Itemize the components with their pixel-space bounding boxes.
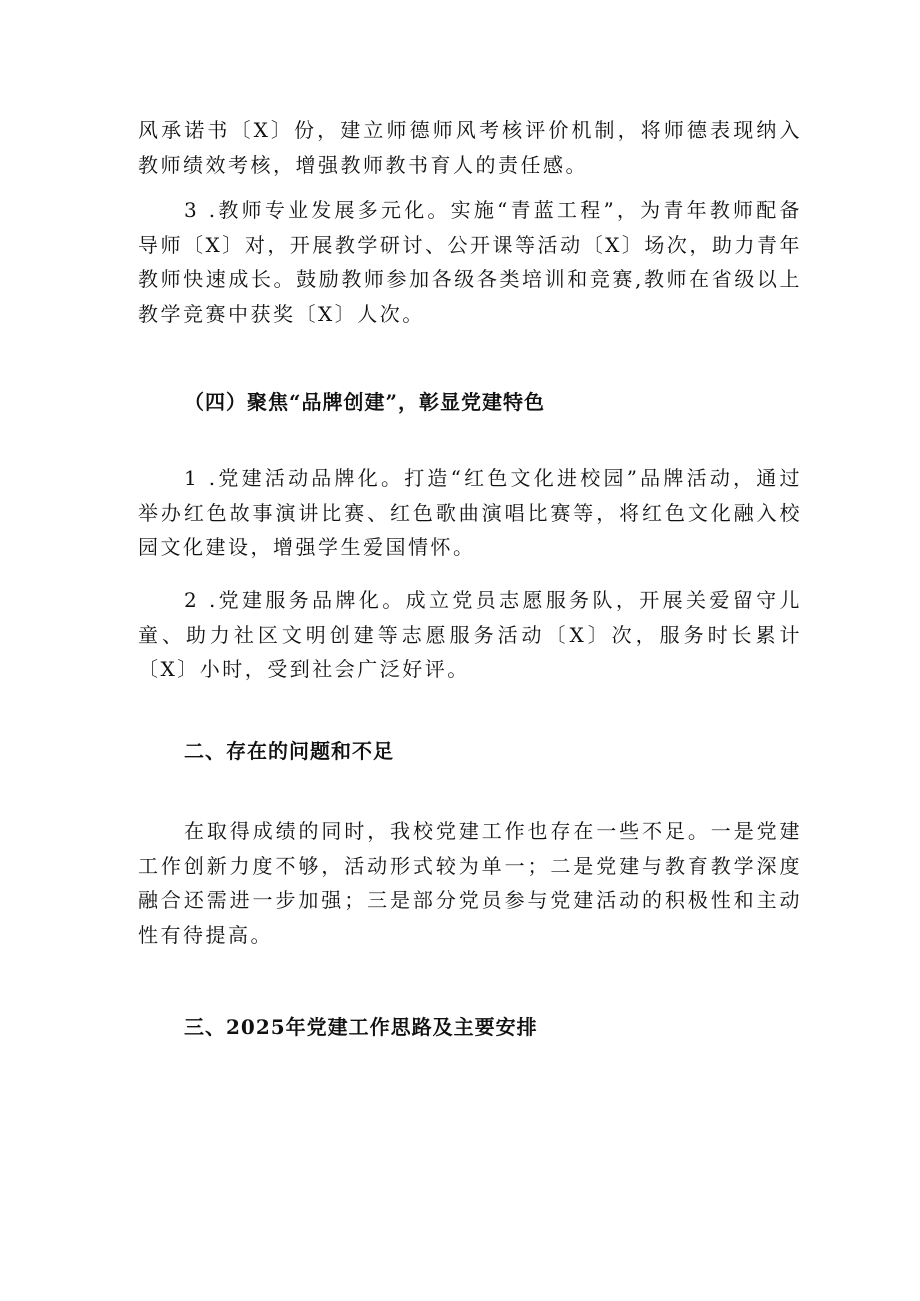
paragraph-teacher-development: 3 .教师专业发展多元化。实施“青蓝工程”，为青年教师配备导师〔X〕对，开展教学研讨、公开课等活动〔X〕场次，助力青年教师快速成长。鼓励教师参加各级各类培训和竞赛,教师在省级以上教学竞赛中获奖〔X〕人次。 — [138, 198, 802, 326]
paragraph-party-activity-branding: 1 .党建活动品牌化。打造“红色文化进校园”品牌活动，通过举办红色故事演讲比赛、红色歌曲演唱比赛等，将红色文化融入校园文化建设，增强学生爱国情怀。 — [138, 466, 802, 559]
section-heading-problems: 二、存在的问题和不足 — [184, 739, 394, 763]
paragraph-teacher-ethics-continued: 风承诺书〔X〕份，建立师德师风考核评价机制，将师德表现纳入教师绩效考核，增强教师教书育人的责任感。 — [138, 118, 802, 177]
subsection-heading-brand-building: （四）聚焦“品牌创建”，彰显党建特色 — [184, 390, 546, 414]
section-heading-2025-plan: 三、2025年党建工作思路及主要安排 — [184, 1015, 538, 1039]
paragraph-party-service-branding: 2 .党建服务品牌化。成立党员志愿服务队，开展关爱留守儿童、助力社区文明创建等志愿服务活动〔X〕次，服务时长累计〔X〕小时，受到社会广泛好评。 — [138, 588, 802, 681]
paragraph-problems-description: 在取得成绩的同时，我校党建工作也存在一些不足。一是党建工作创新力度不够，活动形式较为单一；二是党建与教育教学深度融合还需进一步加强；三是部分党员参与党建活动的积极性和主动性有待提高。 — [138, 819, 802, 947]
